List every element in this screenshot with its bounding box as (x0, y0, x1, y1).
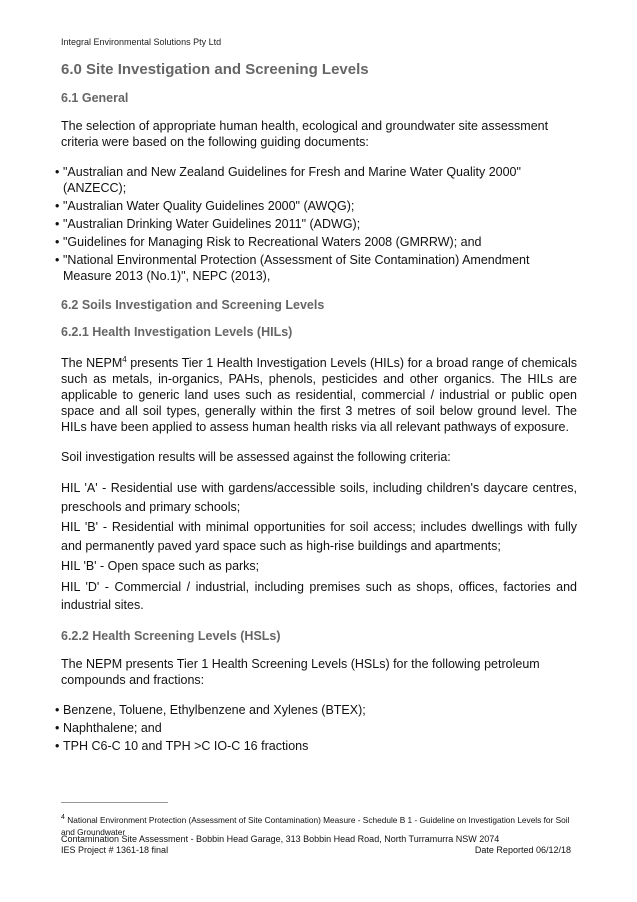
page-content (61, 61, 577, 768)
list-item: • Naphthalene; and (55, 720, 577, 736)
hsls-heading: 6.2.2 Health Screening Levels (HSLs) (61, 628, 281, 643)
section-title: 6.0 Site Investigation and Screening Levels (61, 61, 369, 78)
criterion: HIL 'B' - Residential with minimal opportunities for soil access; includes dwellings with fully and permanently paved yard space such as high-rise buildings and apartments; (61, 520, 577, 553)
list-item: • "Australian and New Zealand Guidelines for Fresh and Marine Water Quality 2000" (ANZECC); (55, 164, 577, 196)
general-intro: The selection of appropriate human health, ecological and groundwater site assessment criteria were based on the following guiding documents: (61, 119, 549, 149)
list-item: • "National Environmental Protection (Assessment of Site Contamination) Amendment Measure 2013 (No.1)", NEPC (2013), (55, 252, 577, 284)
footnote-divider (61, 802, 168, 803)
footer-date: Date Reported 06/12/18 (474, 845, 571, 855)
hsls-list (61, 702, 577, 754)
footer-project: IES Project # 1361-18 final (61, 845, 169, 855)
criterion: HIL 'B' - Open space such as parks; (61, 559, 260, 574)
list-item: • "Australian Drinking Water Guidelines 2011" (ADWG); (55, 216, 577, 232)
general-heading: 6.1 General (61, 91, 129, 105)
hils-heading: 6.2.1 Health Investigation Levels (HILs) (61, 325, 293, 339)
hsls-paragraph: The NEPM presents Tier 1 Health Screening Levels (HSLs) for the following petroleum compounds and fractions: (61, 656, 540, 687)
list-item: • TPH C6-C 10 and TPH >C IO-C 16 fractions (55, 738, 577, 754)
list-item: • "Guidelines for Managing Risk to Recreational Waters 2008 (GMRRW); and (55, 234, 577, 250)
footnote-text: National Environment Protection (Assessment of Site Contamination) Measure - Schedule B 1 - Guideline on Investigation Levels for Soil and Groundwater (61, 814, 570, 837)
criterion: HIL 'A' - Residential use with gardens/accessible soils, including children's daycare centres, preschools and primary schools; (61, 481, 577, 514)
soils-heading: 6.2 Soils Investigation and Screening Levels (61, 298, 325, 312)
list-item: • "Australian Water Quality Guidelines 2000" (AWQG); (55, 198, 577, 214)
criteria-list (61, 479, 577, 615)
page-footer (61, 834, 571, 856)
criteria-intro: Soil investigation results will be assessed against the following criteria: (61, 450, 451, 465)
criterion: HIL 'D' - Commercial / industrial, including premises such as shops, offices, factories and industrial sites. (61, 579, 577, 613)
footnote-number: 4 (61, 814, 65, 821)
footnote-ref: 4 (122, 355, 127, 364)
list-item: • Benzene, Toluene, Ethylbenzene and Xylenes (BTEX); (55, 702, 577, 718)
hils-para-start: The NEPM (61, 356, 123, 371)
hils-para-rest: presents Tier 1 Health Investigation Levels (HILs) for a broad range of chemicals such as metals, in-organics, PAHs, phenols, pesticides and other organics. The HILs are applicable to generic land uses such as residential, commercial / industrial or public open space and all soil types, generally within the first 3 metres of soil below ground level. The HILs have been applied to assess human health risks via all relevant pathways of exposure. (61, 356, 577, 435)
guiding-documents-list (61, 164, 577, 284)
footer-site: Contamination Site Assessment - Bobbin Head Garage, 313 Bobbin Head Road, North Turramurra NSW 2074 (61, 834, 500, 844)
footer-row (61, 845, 571, 856)
hils-paragraph (61, 352, 577, 435)
header-company: Integral Environmental Solutions Pty Ltd (61, 37, 222, 47)
